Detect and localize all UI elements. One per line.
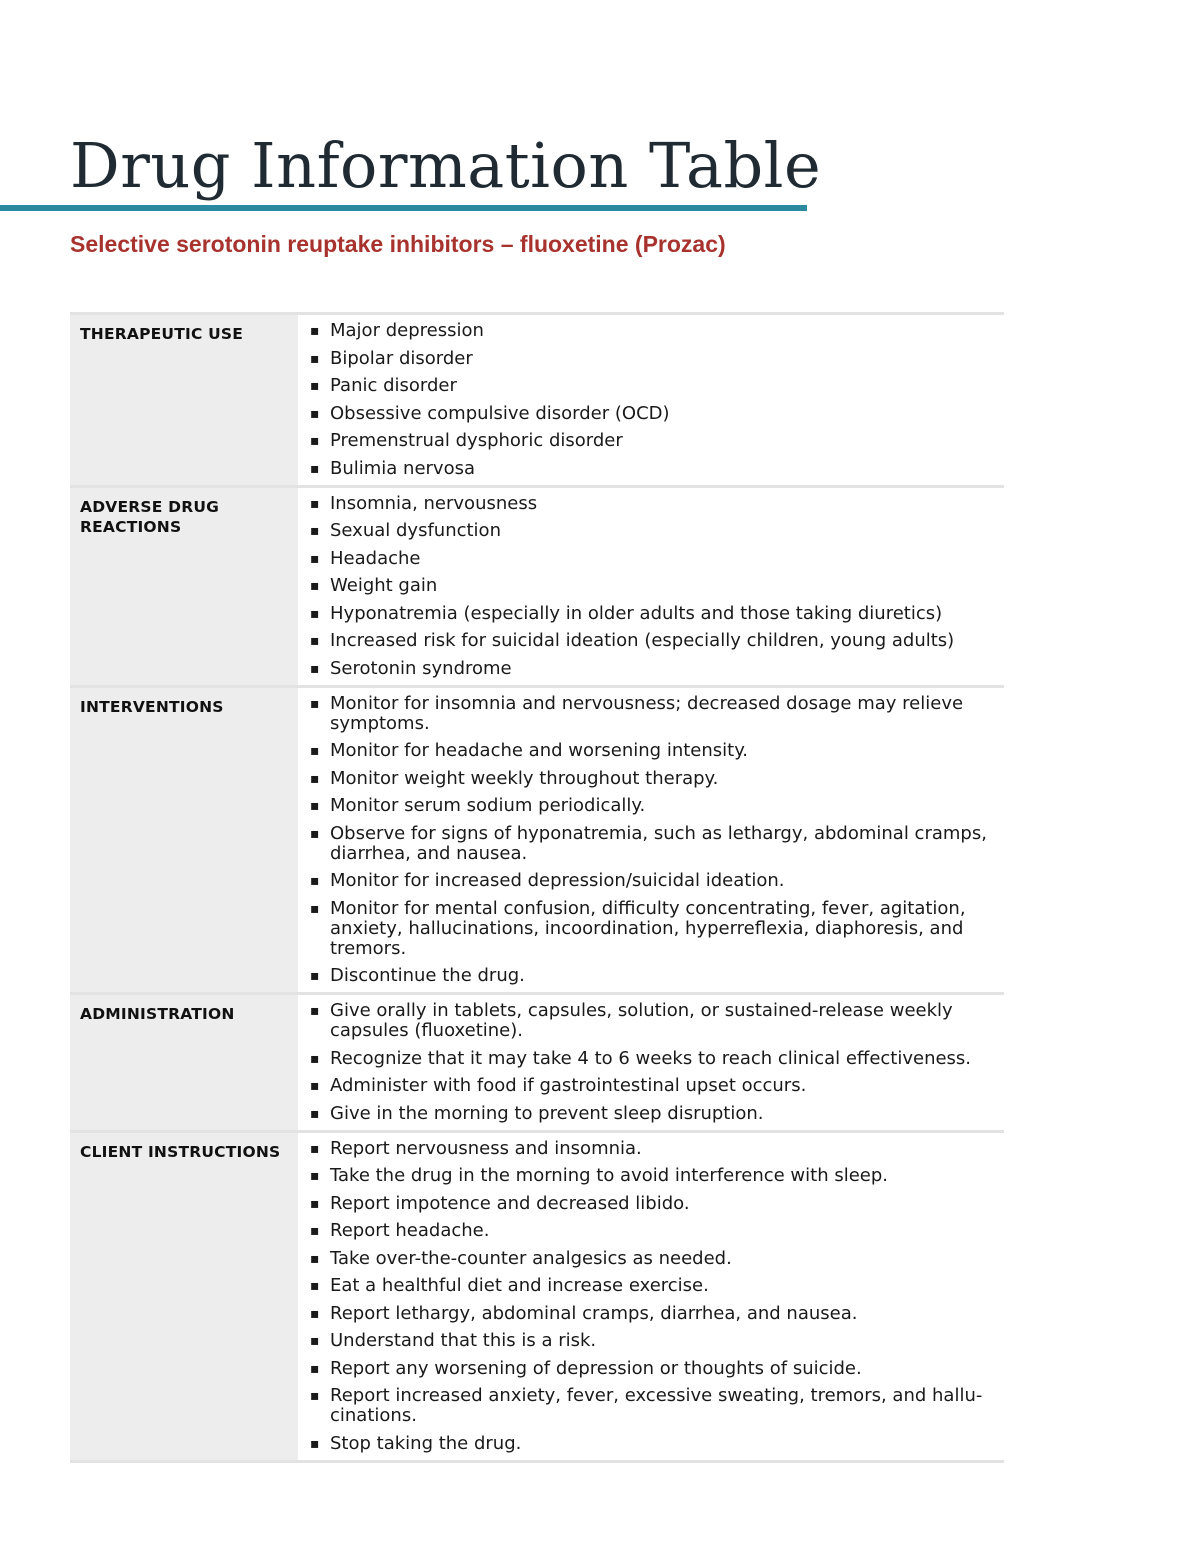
bullet-icon: ▪ xyxy=(310,633,320,649)
list-item xyxy=(308,659,998,679)
list-item-text: Sexual dysfunction xyxy=(330,520,501,541)
drug-subtitle: Selective serotonin reuptake inhibitors – fluoxetine (Prozac) xyxy=(70,231,726,257)
list-item xyxy=(308,1104,998,1124)
bullet-icon: ▪ xyxy=(310,1305,320,1322)
bullet-icon: ▪ xyxy=(310,1078,320,1094)
list-item xyxy=(308,1434,998,1454)
row-content xyxy=(298,314,1004,487)
list-item-text: Premenstrual dysphoric disorder xyxy=(330,430,623,451)
bullet-icon: ▪ xyxy=(310,550,320,567)
row-label: THERAPEUTIC USE xyxy=(70,314,298,487)
bullet-icon: ▪ xyxy=(310,1435,320,1452)
list-item-text: Report nervousness and insomnia. xyxy=(330,1137,642,1159)
bullet-icon: ▪ xyxy=(310,523,320,539)
list-item xyxy=(308,694,998,734)
list-item-text: Report headache. xyxy=(330,1220,490,1241)
bullet-icon: ▪ xyxy=(310,1168,320,1184)
list-item xyxy=(308,494,998,514)
row-content xyxy=(298,1131,1004,1461)
list-item-text: Give in the morning to prevent sleep disruption. xyxy=(330,1102,764,1124)
list-item xyxy=(308,966,998,986)
list-item xyxy=(308,741,998,761)
bullet-icon: ▪ xyxy=(310,743,320,759)
list-item-text: Monitor for increased depression/suicidal ideation. xyxy=(330,870,785,891)
table-row xyxy=(70,994,1004,1132)
bullet-icon: ▪ xyxy=(310,1223,320,1239)
bullet-icon: ▪ xyxy=(310,1360,320,1377)
bullet-icon: ▪ xyxy=(310,825,320,842)
list-item xyxy=(308,1249,998,1269)
list-item xyxy=(308,824,998,864)
list-item xyxy=(308,1304,998,1324)
table-row xyxy=(70,486,1004,686)
list-item xyxy=(308,769,998,789)
bullet-icon: ▪ xyxy=(310,1140,320,1157)
list-item xyxy=(308,549,998,569)
list-item xyxy=(308,1386,998,1426)
list-item-text: Take over-the-counter analgesics as needed. xyxy=(330,1247,732,1269)
list-item-text: Monitor weight weekly throughout therapy. xyxy=(330,767,719,789)
bullet-icon: ▪ xyxy=(310,770,320,787)
list-item-text: Report increased anxiety, fever, excessive sweating, tremors, and hallu-cinations. xyxy=(330,1385,983,1426)
bullet-list xyxy=(308,494,998,679)
list-item-text: Monitor for insomnia and nervousness; decreased dosage may relieve symptoms. xyxy=(330,692,964,734)
bullet-icon: ▪ xyxy=(310,1003,320,1019)
list-item-text: Major depression xyxy=(330,320,484,341)
list-item-text: Administer with food if gastrointestinal upset occurs. xyxy=(330,1075,807,1096)
list-item xyxy=(308,1139,998,1159)
bullet-icon: ▪ xyxy=(310,798,320,814)
list-item-text: Weight gain xyxy=(330,575,438,596)
list-item-text: Report lethargy, abdominal cramps, diarrhea, and nausea. xyxy=(330,1302,858,1324)
list-item-text: Understand that this is a risk. xyxy=(330,1330,597,1351)
list-item-text: Increased risk for suicidal ideation (especially children, young adults) xyxy=(330,630,955,651)
row-label: INTERVENTIONS xyxy=(70,686,298,994)
list-item xyxy=(308,459,998,479)
bullet-icon: ▪ xyxy=(310,695,320,712)
list-item-text: Hyponatremia (especially in older adults and those taking diuretics) xyxy=(330,602,943,624)
bullet-icon: ▪ xyxy=(310,1278,320,1294)
bullet-icon: ▪ xyxy=(310,968,320,984)
list-item-text: Monitor for headache and worsening intensity. xyxy=(330,740,749,761)
bullet-icon: ▪ xyxy=(310,460,320,477)
bullet-icon: ▪ xyxy=(310,378,320,394)
list-item xyxy=(308,349,998,369)
title-underline xyxy=(0,205,807,211)
list-item-text: Give orally in tablets, capsules, solution, or sustained-release weekly capsules (fluoxetine). xyxy=(330,1000,953,1041)
list-item xyxy=(308,1221,998,1241)
list-item-text: Stop taking the drug. xyxy=(330,1432,522,1454)
list-item xyxy=(308,1194,998,1214)
page-title: Drug Information Table xyxy=(70,129,822,202)
table-row xyxy=(70,686,1004,994)
bullet-icon: ▪ xyxy=(310,1105,320,1122)
list-item-text: Take the drug in the morning to avoid interference with sleep. xyxy=(330,1165,889,1186)
bullet-list xyxy=(308,1139,998,1454)
bullet-icon: ▪ xyxy=(310,1333,320,1349)
list-item-text: Bipolar disorder xyxy=(330,347,473,369)
bullet-icon: ▪ xyxy=(310,578,320,594)
list-item xyxy=(308,521,998,541)
drug-info-table xyxy=(70,312,1004,1463)
list-item xyxy=(308,1331,998,1351)
list-item-text: Observe for signs of hyponatremia, such as lethargy, abdominal cramps, diarrhea, and nausea. xyxy=(330,822,987,864)
bullet-icon: ▪ xyxy=(310,405,320,422)
list-item xyxy=(308,404,998,424)
list-item-text: Report any worsening of depression or thoughts of suicide. xyxy=(330,1357,862,1379)
list-item-text: Eat a healthful diet and increase exercise. xyxy=(330,1275,709,1296)
bullet-list xyxy=(308,1001,998,1124)
bullet-icon: ▪ xyxy=(310,660,320,677)
table-body xyxy=(70,314,1004,1462)
list-item-text: Obsessive compulsive disorder (OCD) xyxy=(330,402,670,424)
bullet-icon: ▪ xyxy=(310,873,320,889)
row-label: ADMINISTRATION xyxy=(70,994,298,1132)
row-content xyxy=(298,486,1004,686)
bullet-icon: ▪ xyxy=(310,323,320,339)
bullet-icon: ▪ xyxy=(310,605,320,622)
list-item-text: Discontinue the drug. xyxy=(330,965,525,986)
list-item xyxy=(308,1166,998,1186)
list-item-text: Headache xyxy=(330,547,421,569)
list-item xyxy=(308,1001,998,1041)
bullet-icon: ▪ xyxy=(310,495,320,512)
bullet-icon: ▪ xyxy=(310,1250,320,1267)
table-row xyxy=(70,1131,1004,1461)
list-item-text: Recognize that it may take 4 to 6 weeks to reach clinical effectiveness. xyxy=(330,1047,972,1069)
bullet-icon: ▪ xyxy=(310,1388,320,1404)
list-item-text: Insomnia, nervousness xyxy=(330,492,538,514)
list-item xyxy=(308,1049,998,1069)
list-item-text: Monitor serum sodium periodically. xyxy=(330,795,646,816)
list-item-text: Report impotence and decreased libido. xyxy=(330,1192,690,1214)
table-row xyxy=(70,314,1004,487)
list-item xyxy=(308,631,998,651)
bullet-icon: ▪ xyxy=(310,1195,320,1212)
row-content xyxy=(298,686,1004,994)
list-item-text: Monitor for mental confusion, difficulty concentrating, fever, agitation, anxiety, hallucinations, incoordination, hyperreflexia, diaphoresis, and tremors. xyxy=(330,897,966,959)
list-item xyxy=(308,376,998,396)
list-item xyxy=(308,1276,998,1296)
row-label: ADVERSE DRUG REACTIONS xyxy=(70,486,298,686)
bullet-list xyxy=(308,694,998,987)
bullet-icon: ▪ xyxy=(310,433,320,449)
list-item xyxy=(308,604,998,624)
row-content xyxy=(298,994,1004,1132)
list-item xyxy=(308,1359,998,1379)
bullet-icon: ▪ xyxy=(310,900,320,917)
list-item xyxy=(308,1076,998,1096)
row-label: CLIENT INSTRUCTIONS xyxy=(70,1131,298,1461)
bullet-icon: ▪ xyxy=(310,1050,320,1067)
list-item xyxy=(308,576,998,596)
list-item-text: Panic disorder xyxy=(330,375,457,396)
list-item xyxy=(308,796,998,816)
list-item xyxy=(308,871,998,891)
list-item xyxy=(308,431,998,451)
bullet-icon: ▪ xyxy=(310,350,320,367)
list-item-text: Serotonin syndrome xyxy=(330,657,512,679)
list-item-text: Bulimia nervosa xyxy=(330,457,476,479)
list-item xyxy=(308,321,998,341)
list-item xyxy=(308,899,998,959)
bullet-list xyxy=(308,321,998,479)
